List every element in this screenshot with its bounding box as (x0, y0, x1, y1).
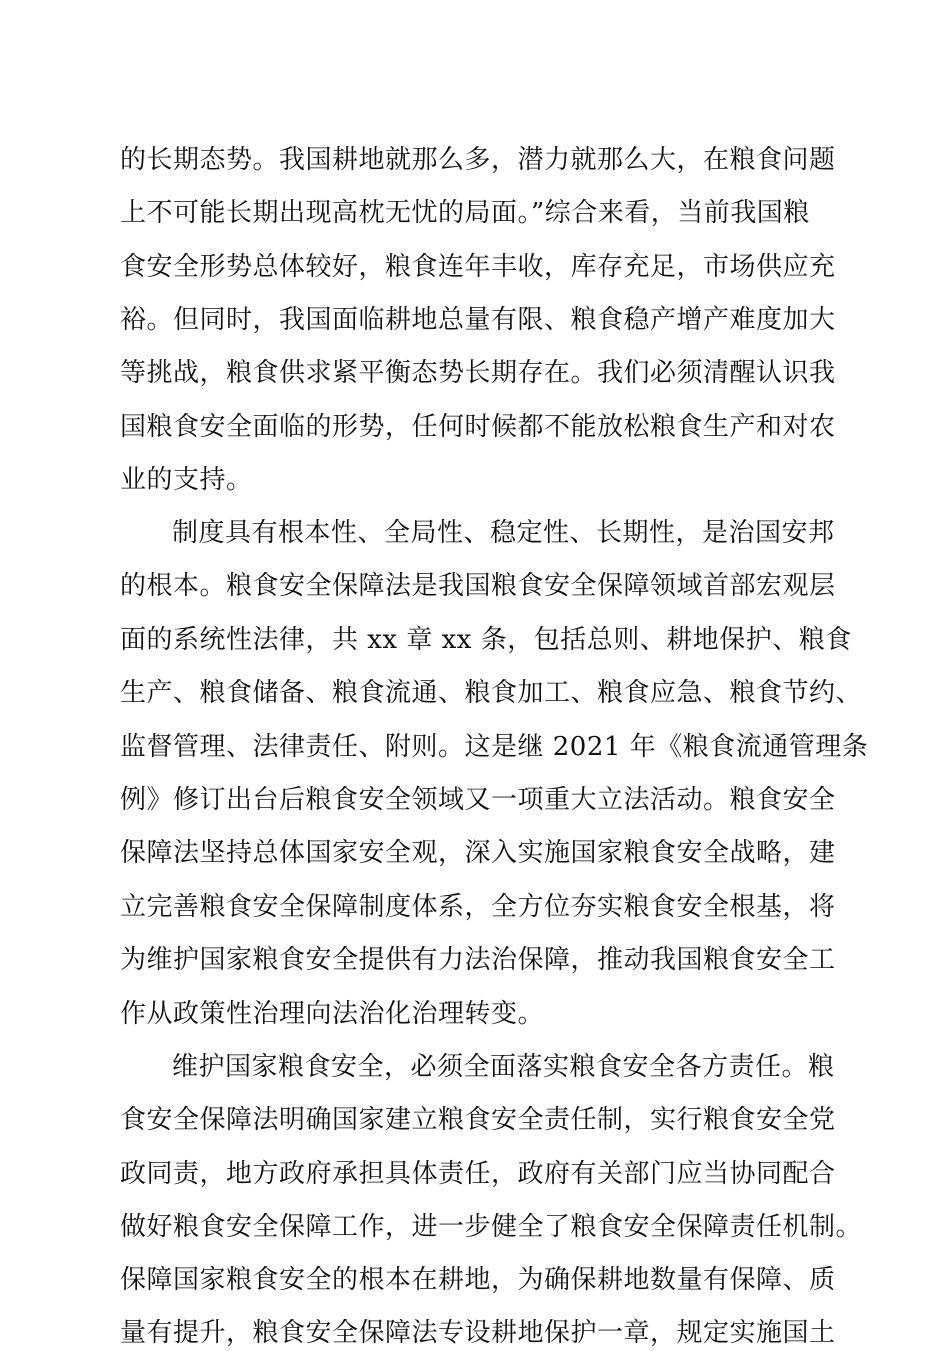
paragraph-3-line-1: 维护国家粮食安全，必须全面落实粮食安全各方责任。粮 (172, 1052, 835, 1082)
paragraph-3-line-5: 保障国家粮食安全的根本在耕地，为确保耕地数量有保障、质 (120, 1265, 836, 1295)
paragraph-1-line-3: 食安全形势总体较好，粮食连年丰收，库存充足，市场供应充 (120, 252, 836, 282)
paragraph-1-line-2: 上不可能长期出现高枕无忧的局面。”综合来看，当前我国粮 (120, 198, 810, 228)
paragraph-1-line-6: 国粮食安全面临的形势，任何时候都不能放松粮食生产和对农 (120, 412, 836, 442)
paragraph-1-line-1: 的长期态势。我国耕地就那么多，潜力就那么大，在粮食问题 (120, 145, 836, 175)
paragraph-2-line-5: 监督管理、法律责任、附则。这是继 2021 年《粮食流通管理条 (120, 732, 869, 762)
paragraph-3-line-3: 政同责，地方政府承担具体责任，政府有关部门应当协同配合 (120, 1159, 836, 1189)
paragraph-2-line-7: 保障法坚持总体国家安全观，深入实施国家粮食安全战略，建 (120, 838, 836, 868)
paragraph-1-line-4: 裕。但同时，我国面临耕地总量有限、粮食稳产增产难度加大 (120, 305, 836, 335)
paragraph-1-line-7: 业的支持。 (120, 465, 253, 495)
paragraph-2-line-1: 制度具有根本性、全局性、稳定性、长期性，是治国安邦 (172, 518, 835, 548)
paragraph-2-line-3: 面的系统性法律，共 xx 章 xx 条，包括总则、耕地保护、粮食 (120, 625, 852, 655)
paragraph-2-line-8: 立完善粮食安全保障制度体系，全方位夯实粮食安全根基，将 (120, 892, 836, 922)
paragraph-2-line-2: 的根本。粮食安全保障法是我国粮食安全保障领域首部宏观层 (120, 571, 836, 601)
paragraph-2-line-4: 生产、粮食储备、粮食流通、粮食加工、粮食应急、粮食节约、 (120, 678, 863, 708)
paragraph-2-line-10: 作从政策性治理向法治化治理转变。 (120, 999, 545, 1029)
paragraph-1-line-5: 等挑战，粮食供求紧平衡态势长期存在。我们必须清醒认识我 (120, 358, 836, 388)
paragraph-3-line-6: 量有提升，粮食安全保障法专设耕地保护一章，规定实施国土 (120, 1318, 836, 1348)
paragraph-3-line-2: 食安全保障法明确国家建立粮食安全责任制，实行粮食安全党 (120, 1105, 836, 1135)
paragraph-2-line-6: 例》修订出台后粮食安全领域又一项重大立法活动。粮食安全 (120, 785, 836, 815)
paragraph-3-line-4: 做好粮食安全保障工作，进一步健全了粮食安全保障责任机制。 (120, 1212, 863, 1242)
paragraph-2-line-9: 为维护国家粮食安全提供有力法治保障，推动我国粮食安全工 (120, 945, 836, 975)
